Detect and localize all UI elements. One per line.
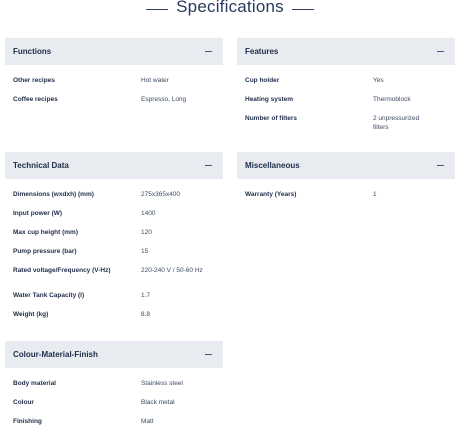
spec-row	[5, 96, 223, 115]
section-title: Technical Data	[13, 161, 69, 170]
spec-value: 1400	[141, 210, 156, 217]
spec-label: Warranty (Years)	[245, 191, 297, 198]
spec-row	[237, 115, 455, 134]
spec-row	[5, 210, 223, 229]
spec-label: Max cup height (mm)	[13, 229, 79, 236]
spec-label: Weight (kg)	[13, 311, 49, 318]
spec-list	[5, 65, 223, 115]
spec-list	[237, 65, 455, 134]
spec-label: Colour	[13, 399, 34, 406]
spec-value: Matt	[141, 418, 154, 425]
spec-row	[5, 191, 223, 210]
spec-label: Pump pressure (bar)	[13, 248, 77, 255]
section-header-functions[interactable]	[5, 38, 223, 65]
spec-label: Finishing	[13, 418, 42, 425]
spec-list	[5, 179, 223, 330]
spec-label: Heating system	[245, 96, 294, 103]
spec-row	[237, 96, 455, 115]
section-title: Features	[245, 47, 279, 56]
spec-row	[5, 248, 223, 267]
spec-label: Rated voltage/Frequency (V-Hz)	[13, 267, 111, 274]
collapse-minus-icon[interactable]	[203, 161, 213, 171]
title-divider-right	[292, 9, 314, 10]
spec-value: Black metal	[141, 399, 175, 406]
spec-label: Input power (W)	[13, 210, 63, 217]
spec-value: Espresso, Long	[141, 96, 187, 103]
spec-label: Number of filters	[245, 115, 298, 122]
spec-value: 15	[141, 248, 149, 255]
spec-row	[5, 229, 223, 248]
spec-label: Other recipes	[13, 77, 55, 84]
spec-row	[5, 292, 223, 311]
spec-label: Cup holder	[245, 77, 280, 84]
section-miscellaneous	[237, 152, 455, 210]
spec-label: Dimensions (wxdxh) (mm)	[13, 191, 94, 198]
section-header-technical-data[interactable]	[5, 152, 223, 179]
spec-label: Water Tank Capacity (l)	[13, 292, 85, 299]
spec-row	[5, 267, 223, 292]
title-divider-left	[146, 9, 168, 10]
section-title: Colour-Material-Finish	[13, 350, 98, 359]
spec-value: Yes	[373, 77, 384, 84]
spec-list	[237, 179, 455, 210]
section-header-colour-material-finish[interactable]	[5, 341, 223, 368]
spec-value: 220-240 V / 50-60 Hz	[141, 267, 203, 274]
spec-value: 2 unpressurized filters	[373, 115, 420, 131]
page-title: Specifications	[176, 0, 284, 16]
spec-row	[5, 380, 223, 399]
spec-row	[237, 191, 455, 210]
specifications-heading	[0, 0, 460, 18]
spec-label: Coffee recipes	[13, 96, 58, 103]
section-functions	[5, 38, 223, 115]
spec-value: 1	[373, 191, 377, 198]
spec-value: 8.8	[141, 311, 151, 318]
spec-row	[5, 77, 223, 96]
spec-label: Body material	[13, 380, 56, 387]
spec-value: 1.7	[141, 292, 151, 299]
section-title: Functions	[13, 47, 52, 56]
spec-row	[237, 77, 455, 96]
section-features	[237, 38, 455, 134]
collapse-minus-icon[interactable]	[203, 350, 213, 360]
spec-value: 120	[141, 229, 152, 236]
section-title: Miscellaneous	[245, 161, 300, 170]
spec-value: Hot water	[141, 77, 169, 84]
section-header-miscellaneous[interactable]	[237, 152, 455, 179]
spec-row	[5, 418, 223, 436]
section-header-features[interactable]	[237, 38, 455, 65]
collapse-minus-icon[interactable]	[435, 161, 445, 171]
spec-value: Thermoblock	[373, 96, 411, 103]
spec-value: 275x365x400	[141, 191, 181, 198]
spec-row	[5, 311, 223, 330]
spec-list	[5, 368, 223, 436]
section-technical-data	[5, 152, 223, 330]
spec-value: Stainless steel	[141, 380, 183, 387]
spec-row	[5, 399, 223, 418]
collapse-minus-icon[interactable]	[435, 47, 445, 57]
collapse-minus-icon[interactable]	[203, 47, 213, 57]
section-colour-material-finish	[5, 341, 223, 436]
